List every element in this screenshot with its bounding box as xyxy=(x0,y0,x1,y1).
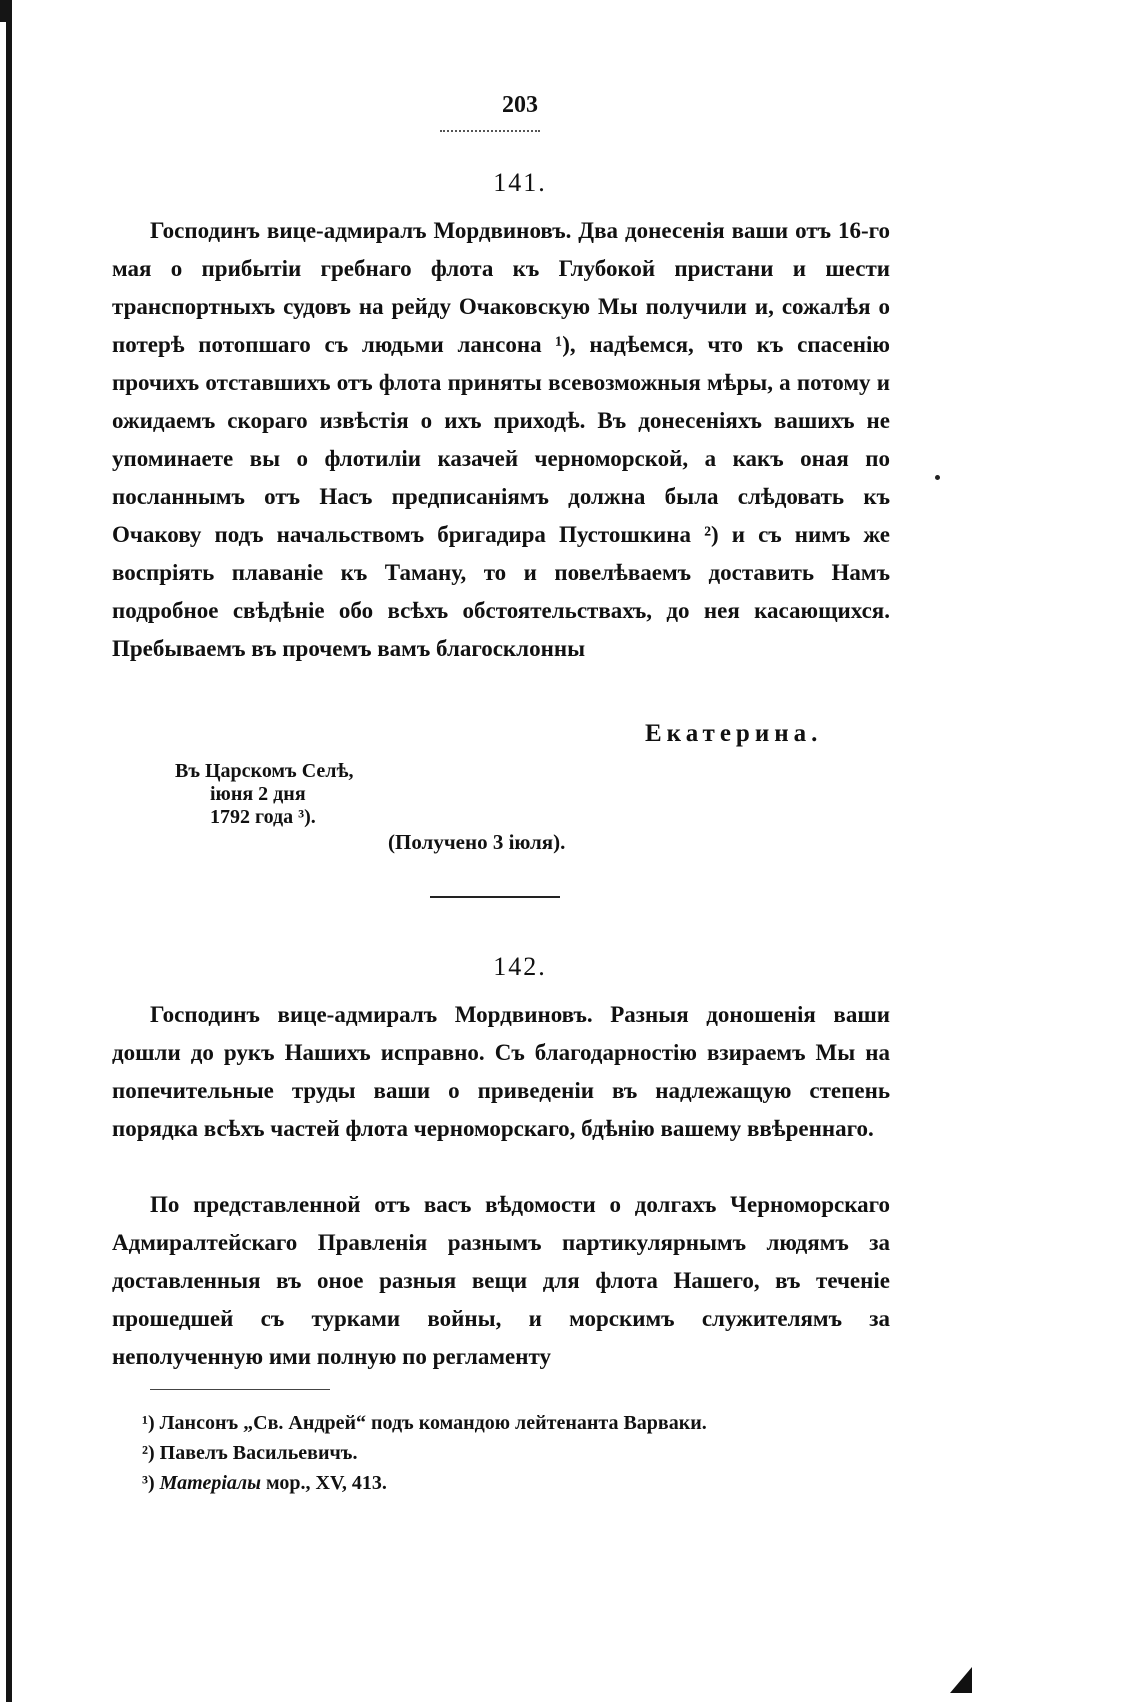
document-141-body: Господинъ вице-адмиралъ Мордвиновъ. Два донесенія ваши отъ 16-го мая о прибытіи гребнаго флота къ Глубокой пристани и шести транспортныхъ судовъ на рейду Очаковскую Мы получили и, сожалѣя о потерѣ потопшаго съ людьми лансона ¹), надѣемся, что къ спасенію прочихъ отставшихъ отъ флота приняты всевозможныя мѣры, а потому и ожидаемъ скораго извѣстія о ихъ приходѣ. Въ донесеніяхъ вашихъ не упоминаете вы о флотиліи казачей черноморской, а какъ оная по посланнымъ отъ Насъ предписаніямъ должна была слѣдовать къ Очакову подъ начальствомъ бригадира Пустошкина ²) и съ нимъ же воспріять плаваніе къ Таману, то и повелѣваемъ доставить Намъ подробное свѣдѣніе обо всѣхъ обстоятельствахъ, до нея касающихся. Пребываемъ въ прочемъ вамъ благосклонны xyxy=(112,218,890,661)
footnote-3 xyxy=(142,1472,387,1495)
document-number-142: 142. xyxy=(493,952,547,981)
scan-speck xyxy=(935,475,940,480)
page-number-rule xyxy=(440,130,540,132)
footnote-1 xyxy=(142,1412,707,1435)
section-separator xyxy=(430,896,560,898)
signature: Екатерина. xyxy=(645,720,823,747)
page-number: 203 xyxy=(502,92,538,118)
document-number-141: 141. xyxy=(493,168,547,197)
footnote-2-text: Павелъ Васильевичъ. xyxy=(159,1442,358,1464)
footnote-2 xyxy=(142,1442,357,1465)
received-note: (Получено 3 іюля). xyxy=(388,830,566,854)
place-line-1: Въ Царскомъ Селѣ, xyxy=(175,760,354,782)
footnote-3-text: мор., XV, 413. xyxy=(261,1472,387,1494)
page-corner-mark xyxy=(950,1667,972,1693)
page-spine-notch xyxy=(0,0,10,22)
document-142-paragraph-1: Господинъ вице-адмиралъ Мордвиновъ. Разныя доношенія ваши дошли до рукъ Нашихъ исправно. Съ благодарностію взираемъ Мы на попечительные труды ваши о приведеніи въ надлежащую степень порядка всѣхъ частей флота черноморскаго, бдѣнію вашему ввѣреннаго. xyxy=(112,1002,890,1141)
footnote-3-mark: ³) xyxy=(142,1472,155,1494)
footnote-2-mark: ²) xyxy=(142,1442,155,1464)
footnote-3-italic-text: Матеріалы xyxy=(159,1472,262,1494)
footnote-rule xyxy=(150,1389,330,1390)
footnote-1-text: Лансонъ „Св. Андрей“ подъ командою лейтенанта Варваки. xyxy=(159,1412,707,1434)
page-spine-edge xyxy=(6,0,12,1702)
document-142-paragraph-2: По представленной отъ васъ вѣдомости о долгахъ Черноморскаго Адмиралтейскаго Правленія разнымъ партикулярнымъ людямъ за доставленныя въ оное разныя вещи для флота Нашего, въ теченіе прошедшей съ турками войны, и морскимъ служителямъ за неполученную ими полную по регламенту xyxy=(112,1192,890,1369)
footnote-1-mark: ¹) xyxy=(142,1412,155,1434)
place-line-2: іюня 2 дня xyxy=(210,783,306,805)
place-line-3: 1792 года ³). xyxy=(210,806,316,828)
